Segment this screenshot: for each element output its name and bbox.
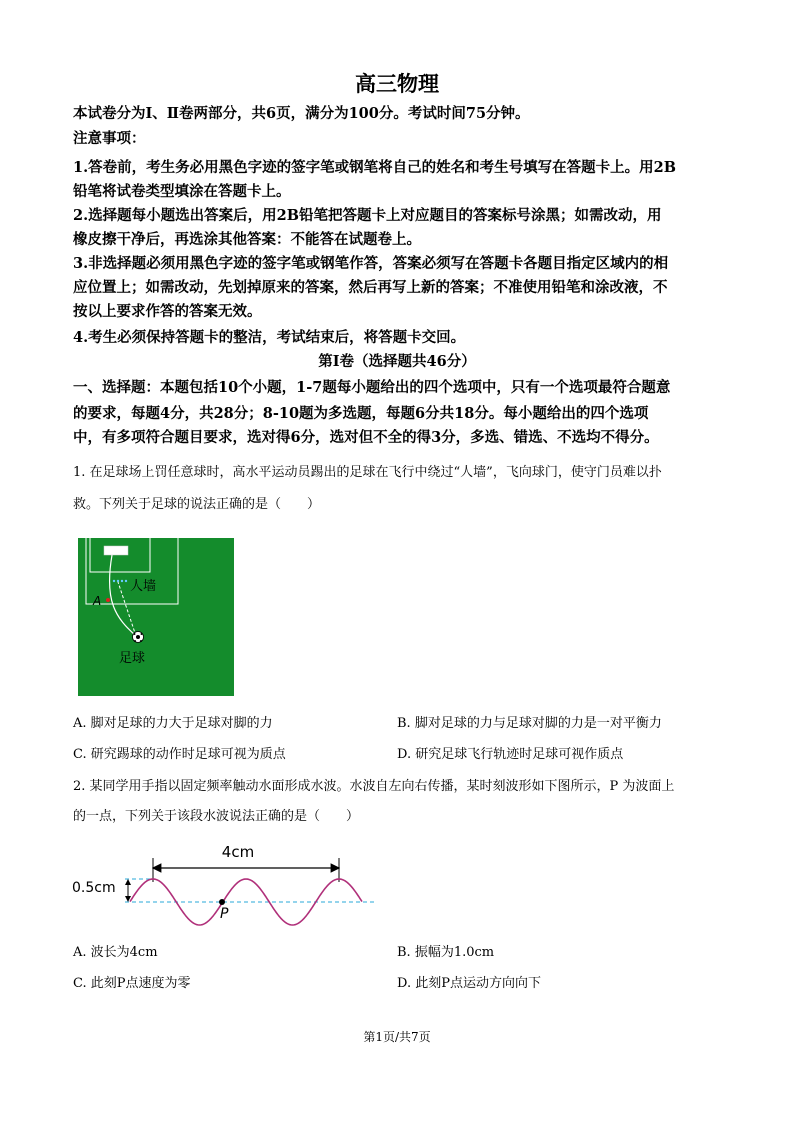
q1-option-d[interactable]: D. 研究足球飞行轨迹时足球可视作质点	[397, 747, 624, 762]
field-background	[78, 538, 234, 696]
point-a-label: A	[93, 594, 102, 608]
q1-option-b[interactable]: B. 脚对足球的力与足球对脚的力是一对平衡力	[397, 716, 662, 731]
q2-option-d[interactable]: D. 此刻P点运动方向向下	[397, 976, 541, 991]
wall-label: 人墙	[130, 579, 157, 594]
q2-option-c[interactable]: C. 此刻P点速度为零	[73, 976, 191, 991]
ball-label: 足球	[119, 651, 146, 666]
notice-line: 应位置上；如需改动，先划掉原来的答案，然后再写上新的答案；不准使用铅笔和涂改液，不	[73, 279, 668, 296]
section-instruction: 一、选择题：本题包括10个小题，1-7题每小题给出的四个选项中，只有一个选项最符合题意	[73, 379, 671, 396]
q2-option-b[interactable]: B. 振幅为1.0cm	[397, 945, 495, 960]
q1-option-a[interactable]: A. 脚对足球的力大于足球对脚的力	[73, 716, 273, 731]
point-p-marker	[219, 899, 225, 905]
q2-option-a[interactable]: A. 波长为4cm	[73, 945, 158, 960]
notice-line: 铅笔将试卷类型填涂在答题卡上。	[73, 183, 291, 200]
soccer-field-figure	[78, 538, 234, 696]
q1-stem: 救。下列关于足球的说法正确的是（ ）	[73, 497, 321, 512]
page-title: 高三物理	[355, 71, 439, 96]
notice-line: 橡皮擦干净后，再选涂其他答案：不能答在试题卷上。	[73, 231, 421, 248]
amplitude-label: 0.5cm	[72, 880, 116, 896]
notice-line: 1.答卷前，考生务必用黑色字迹的签字笔或钢笔将自己的姓名和考生号填写在答题卡上。用2B	[73, 159, 676, 176]
notice-line: 3.非选择题必须用黑色字迹的签字笔或钢笔作答，答案必须写在答题卡各题目指定区域内的相	[73, 255, 669, 272]
wavelength-label: 4cm	[221, 843, 255, 861]
q2-stem: 2. 某同学用手指以固定频率触动水面形成水波。水波自左向右传播，某时刻波形如下图所示，P 为波面上	[73, 779, 675, 794]
soccer-ball-icon	[133, 632, 144, 643]
page-footer: 第1页/共7页	[363, 1030, 431, 1044]
section-instruction: 中，有多项符合题目要求，选对得6分，选对但不全的得3分，多选、错选、不选均不得分。	[73, 429, 659, 446]
q2-stem: 的一点，下列关于该段水波说法正确的是（ ）	[73, 809, 360, 824]
point-a-marker	[106, 598, 110, 602]
goal	[104, 546, 128, 555]
q1-stem: 1. 在足球场上罚任意球时，高水平运动员踢出的足球在飞行中绕过“人墙”，飞向球门，使守门员难以扑	[73, 465, 662, 480]
wave-figure	[70, 838, 380, 930]
section-instruction: 的要求，每题4分，共28分；8-10题为多选题，每题6分共18分。每小题给出的四个选项	[73, 405, 649, 422]
point-p-label: P	[220, 906, 229, 922]
exam-intro: 本试卷分为Ⅰ、Ⅱ卷两部分，共6页，满分为100分。考试时间75分钟。	[73, 105, 530, 122]
section-title: 第Ⅰ卷（选择题共46分）	[318, 353, 476, 370]
notice-line: 4.考生必须保持答题卡的整洁，考试结束后，将答题卡交回。	[73, 329, 466, 346]
q1-option-c[interactable]: C. 研究踢球的动作时足球可视为质点	[73, 747, 286, 762]
notice-heading: 注意事项：	[73, 130, 146, 147]
notice-line: 按以上要求作答的答案无效。	[73, 303, 262, 320]
notice-line: 2.选择题每小题选出答案后，用2B铅笔把答题卡上对应题目的答案标号涂黑；如需改动，用	[73, 207, 662, 224]
